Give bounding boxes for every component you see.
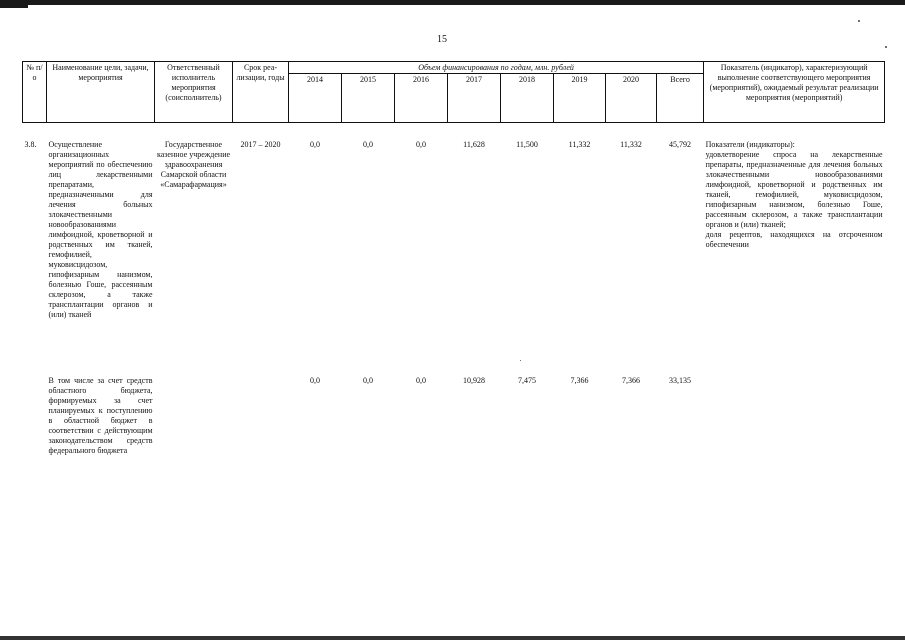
row-number: 3.8.	[24, 140, 37, 149]
value-2014: 0,0	[310, 376, 320, 385]
header-year-2015: 2015	[342, 74, 395, 123]
value-2014: 0,0	[310, 140, 320, 149]
value-total: 33,135	[669, 376, 692, 385]
value-total: 45,792	[669, 140, 692, 149]
header-year-2014: 2014	[289, 74, 342, 123]
value-2020: 7,366	[622, 376, 640, 385]
value-2017: 10,928	[463, 376, 485, 385]
financing-table	[22, 61, 885, 457]
value-2019: 7,366	[570, 376, 589, 385]
header-year-2019: 2019	[554, 74, 606, 123]
header-financing-group: Объем финансирования по годам, млн. рублей	[289, 62, 704, 74]
table-row	[23, 375, 885, 457]
table-row	[23, 139, 885, 375]
header-year-2018: 2018	[501, 74, 554, 123]
header-no: № п/о	[23, 62, 47, 123]
header-year-2016: 2016	[395, 74, 448, 123]
value-2019: 11,332	[568, 140, 591, 149]
header-year-2020: 2020	[606, 74, 657, 123]
header-total: Всего	[657, 74, 704, 123]
value-2015: 0,0	[363, 140, 373, 149]
indicator-line: удовлетворение спроса на лекарственные препараты, предназначенные для лечения больных злокачественными новообразованиями лимфоидной, кроветворной и родственных им тканей, гемофилией, муковисцидозом, гипофизарным нанизмом, болезнью Гоше, рассеянным склерозом, а также трансплантации органов и (или) тканей;	[705, 150, 883, 229]
header-term: Срок реа-лизации, годы	[233, 62, 289, 123]
row-measure-name: Осуществление организационных мероприятий по обеспечению лиц лекарственными препаратами, предназначенными для лечения больных злокачественными новообразованиями лимфоидной, кроветворной и родственных им тканей, гемофилией, муковисцидозом, гипофизарным нанизмом, болезнью Гоше, рассеянным склерозом, а также трансплантации органов и (или) тканей	[48, 140, 153, 319]
scan-speck	[885, 46, 887, 48]
scan-border-bottom	[0, 636, 905, 640]
value-2015: 0,0	[363, 376, 373, 385]
value-2020: 11,332	[620, 140, 642, 149]
value-2016: 0,0	[416, 140, 426, 149]
scan-border-corner	[0, 0, 28, 8]
header-year-2017: 2017	[448, 74, 501, 123]
scan-speck	[858, 20, 860, 22]
value-2018: 11,500	[516, 140, 538, 149]
page-number: 15	[437, 34, 447, 45]
row-measure-name: В том числе за счет средств областного бюджета, формируемых за счет планируемых к поступлению в областной бюджет в соответствии с действующим законодательством средств федерального бюджета	[48, 376, 153, 455]
value-2016: 0,0	[416, 376, 426, 385]
value-2017: 11,628	[463, 140, 485, 149]
header-name: Наименование цели, задачи, мероприятия	[47, 62, 155, 123]
header-responsible: Ответственный исполнитель мероприятия (соисполнитель)	[155, 62, 233, 123]
row-responsible: Государственное казенное учреждение здравоохранения Самарской области «Самарафармация»	[156, 140, 231, 189]
row-indicator	[704, 139, 885, 375]
row-term: 2017 – 2020	[240, 140, 281, 149]
value-2018: 7,475	[518, 376, 536, 385]
header-row-1	[23, 62, 885, 74]
indicator-title: Показатели (индикаторы):	[705, 140, 795, 149]
scan-border-top	[0, 0, 905, 5]
header-indicator: Показатель (индикатор), характеризующий выполнение соответствующего мероприятия (мероприятий), ожидаемый результат реализации мероприятия (мероприятий)	[704, 62, 885, 123]
indicator-line: доля рецептов, находящихся на отсроченном обеспечении	[705, 230, 883, 249]
